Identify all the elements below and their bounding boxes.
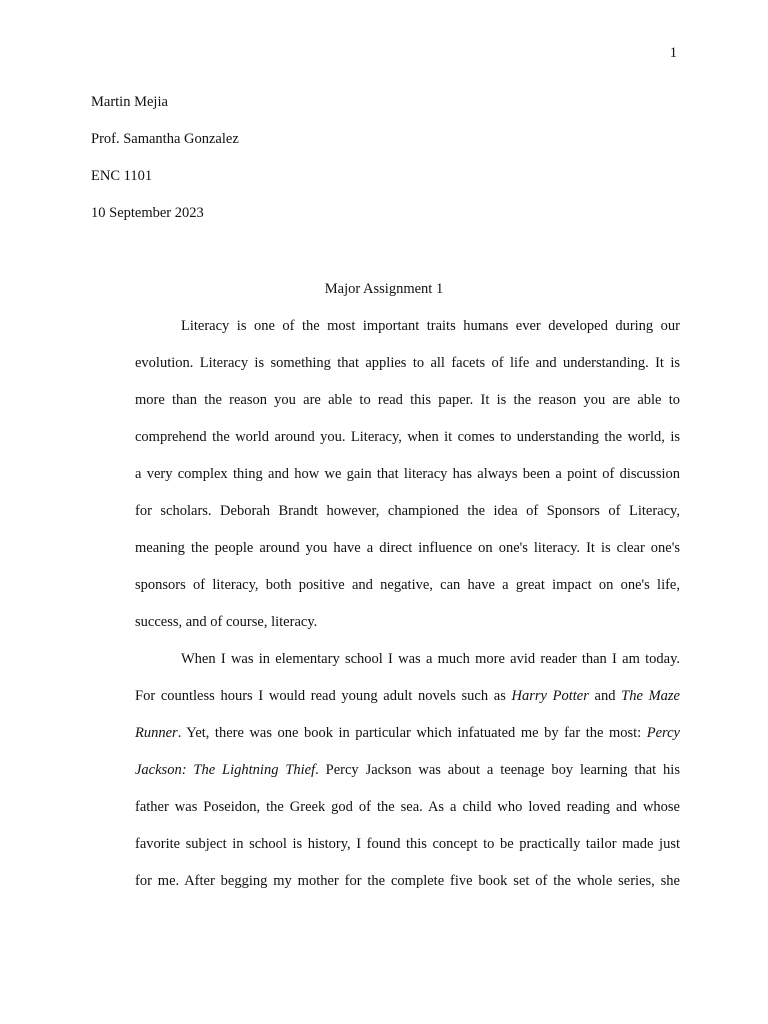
course-code: ENC 1101	[91, 168, 153, 184]
paragraph-2-line: favorite subject in school is history, I found this concept to be practically tailor made just	[135, 836, 680, 852]
book-title-the-maze: The Maze	[621, 688, 680, 704]
book-title-percy: Percy	[646, 725, 680, 741]
paragraph-1-line: comprehend the world around you. Literacy, when it comes to understanding the world, is	[135, 429, 680, 445]
text-span: For countless hours I would read young adult novels such as	[135, 688, 512, 704]
paragraph-2-line: When I was in elementary school I was a much more avid reader than I am today.	[181, 651, 680, 667]
text-span: . Percy Jackson was about a teenage boy learning that his	[315, 762, 680, 778]
instructor-name: Prof. Samantha Gonzalez	[91, 131, 239, 147]
paragraph-1-line: a very complex thing and how we gain that literacy has always been a point of discussion	[135, 466, 680, 482]
paragraph-2-line	[135, 687, 680, 705]
paragraph-1-line: more than the reason you are able to read this paper. It is the reason you are able to	[135, 392, 680, 408]
paragraph-1-line: evolution. Literacy is something that applies to all facets of life and understanding. It is	[135, 355, 680, 371]
paragraph-2-line: father was Poseidon, the Greek god of the sea. As a child who loved reading and whose	[135, 799, 680, 815]
book-title-runner: Runner	[135, 725, 178, 741]
paragraph-1-line: Literacy is one of the most important traits humans ever developed during our	[181, 318, 680, 334]
author-name: Martin Mejia	[91, 94, 168, 110]
paragraph-2-line	[135, 724, 680, 742]
paragraph-2-line	[135, 761, 680, 779]
paragraph-1-line: success, and of course, literacy.	[135, 614, 318, 630]
text-span: and	[588, 688, 622, 704]
paragraph-1-line: meaning the people around you have a direct influence on one's literacy. It is clear one's	[135, 540, 680, 556]
paragraph-2-line: for me. After begging my mother for the complete five book set of the whole series, she	[135, 873, 680, 889]
book-title-lightning-thief: Jackson: The Lightning Thief	[135, 762, 316, 778]
paragraph-1-line: sponsors of literacy, both positive and negative, can have a great impact on one's life,	[135, 577, 680, 593]
book-title-harry-potter: Harry Potter	[511, 688, 589, 704]
essay-title: Major Assignment 1	[324, 281, 444, 297]
text-span: . Yet, there was one book in particular which infatuated me by far the most:	[177, 725, 647, 741]
paragraph-1-line: for scholars. Deborah Brandt however, championed the idea of Sponsors of Literacy,	[135, 503, 680, 519]
page-number: 1	[669, 45, 677, 61]
essay-date: 10 September 2023	[91, 205, 204, 221]
